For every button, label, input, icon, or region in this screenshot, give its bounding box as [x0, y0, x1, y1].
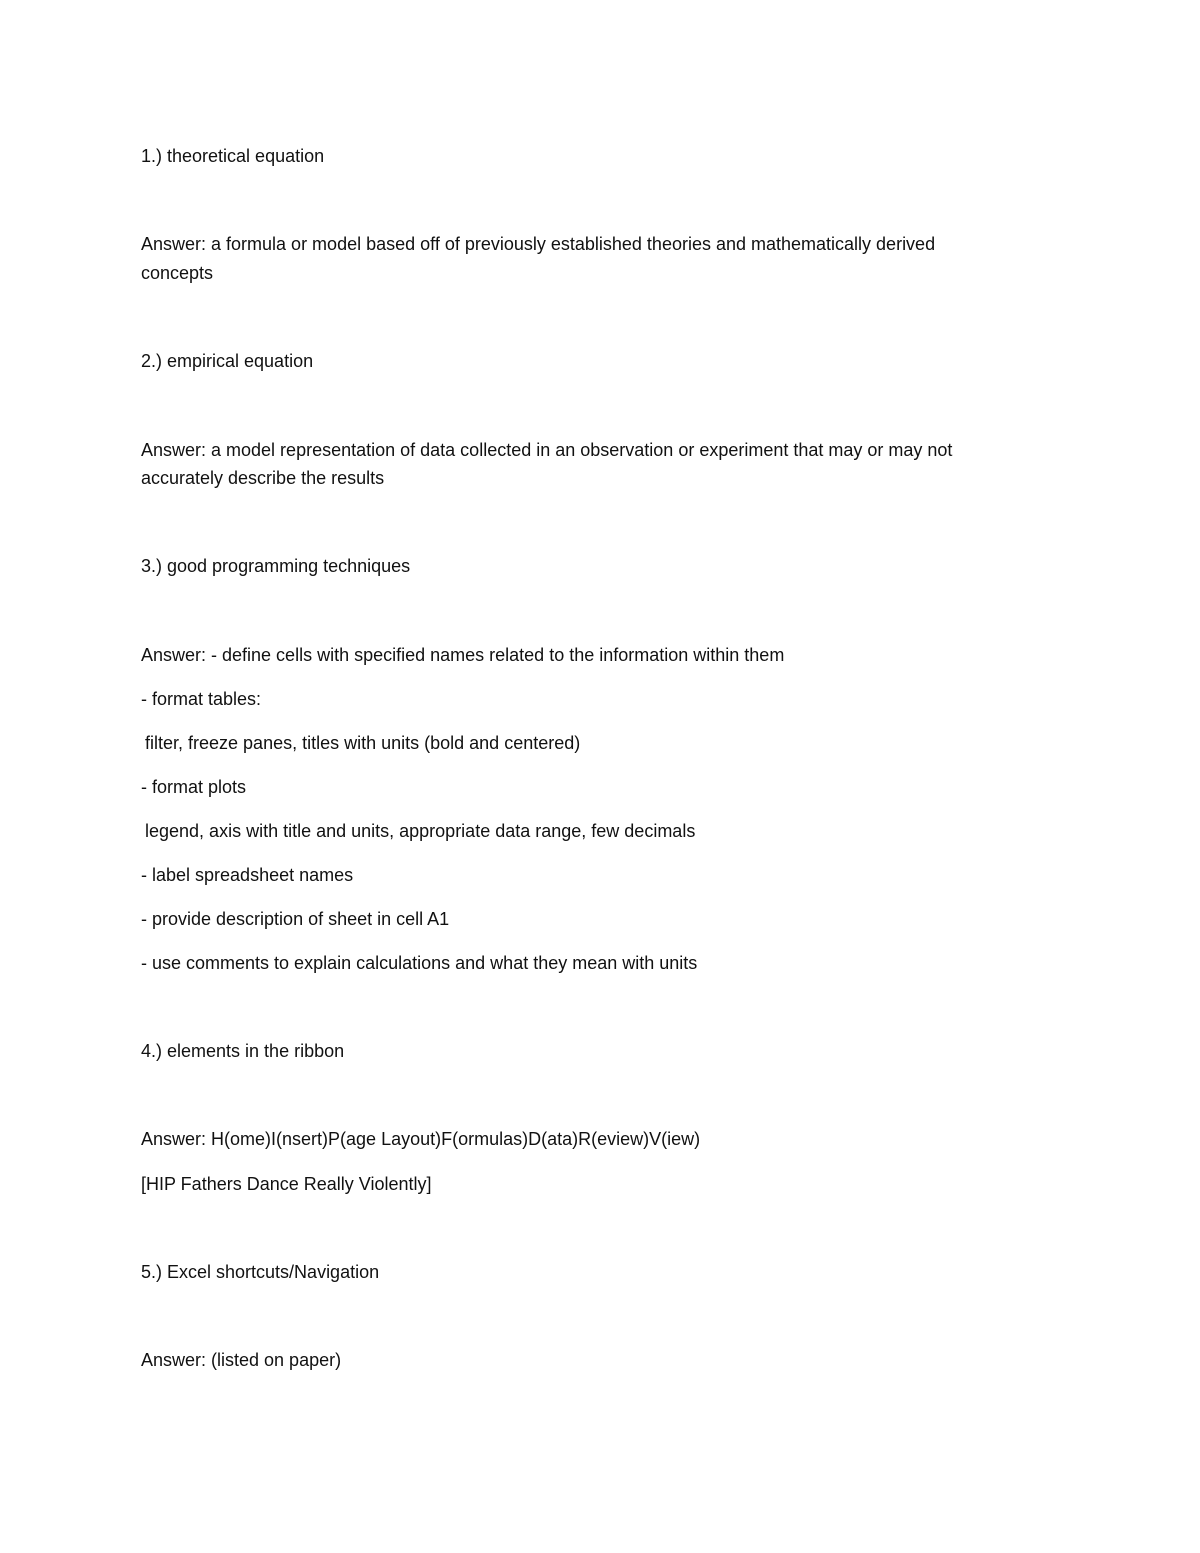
question-5-heading: 5.) Excel shortcuts/Navigation [141, 1262, 380, 1282]
question-4-answer: Answer: H(ome)I(nsert)P(age Layout)F(ormulas)D(ata)R(eview)V(iew) [141, 1129, 701, 1149]
question-3-bullet: - format plots [141, 777, 247, 797]
question-2-answer: Answer: a model representation of data collected in an observation or experiment that may or may not [141, 440, 953, 460]
question-4-heading: 4.) elements in the ribbon [141, 1041, 345, 1061]
question-4-mnemonic: [HIP Fathers Dance Really Violently] [141, 1174, 432, 1194]
question-3-bullet: - format tables: [141, 689, 262, 709]
question-3-bullet: - label spreadsheet names [141, 865, 354, 885]
question-5-answer: Answer: (listed on paper) [141, 1350, 342, 1370]
question-3-heading: 3.) good programming techniques [141, 556, 411, 576]
question-1-answer: Answer: a formula or model based off of previously established theories and mathematically derived [141, 234, 936, 254]
question-1-heading: 1.) theoretical equation [141, 146, 325, 166]
question-2-heading: 2.) empirical equation [141, 351, 314, 371]
question-3-bullet: - use comments to explain calculations and what they mean with units [141, 953, 698, 973]
question-2-answer-continued: accurately describe the results [141, 468, 385, 488]
question-1-answer-continued: concepts [141, 263, 214, 283]
question-3-bullet: - provide description of sheet in cell A1 [141, 909, 450, 929]
question-3-sub-bullet: legend, axis with title and units, appropriate data range, few decimals [145, 821, 696, 841]
question-3-answer: Answer: - define cells with specified names related to the information within them [141, 645, 785, 665]
question-3-sub-bullet: filter, freeze panes, titles with units (bold and centered) [145, 733, 581, 753]
